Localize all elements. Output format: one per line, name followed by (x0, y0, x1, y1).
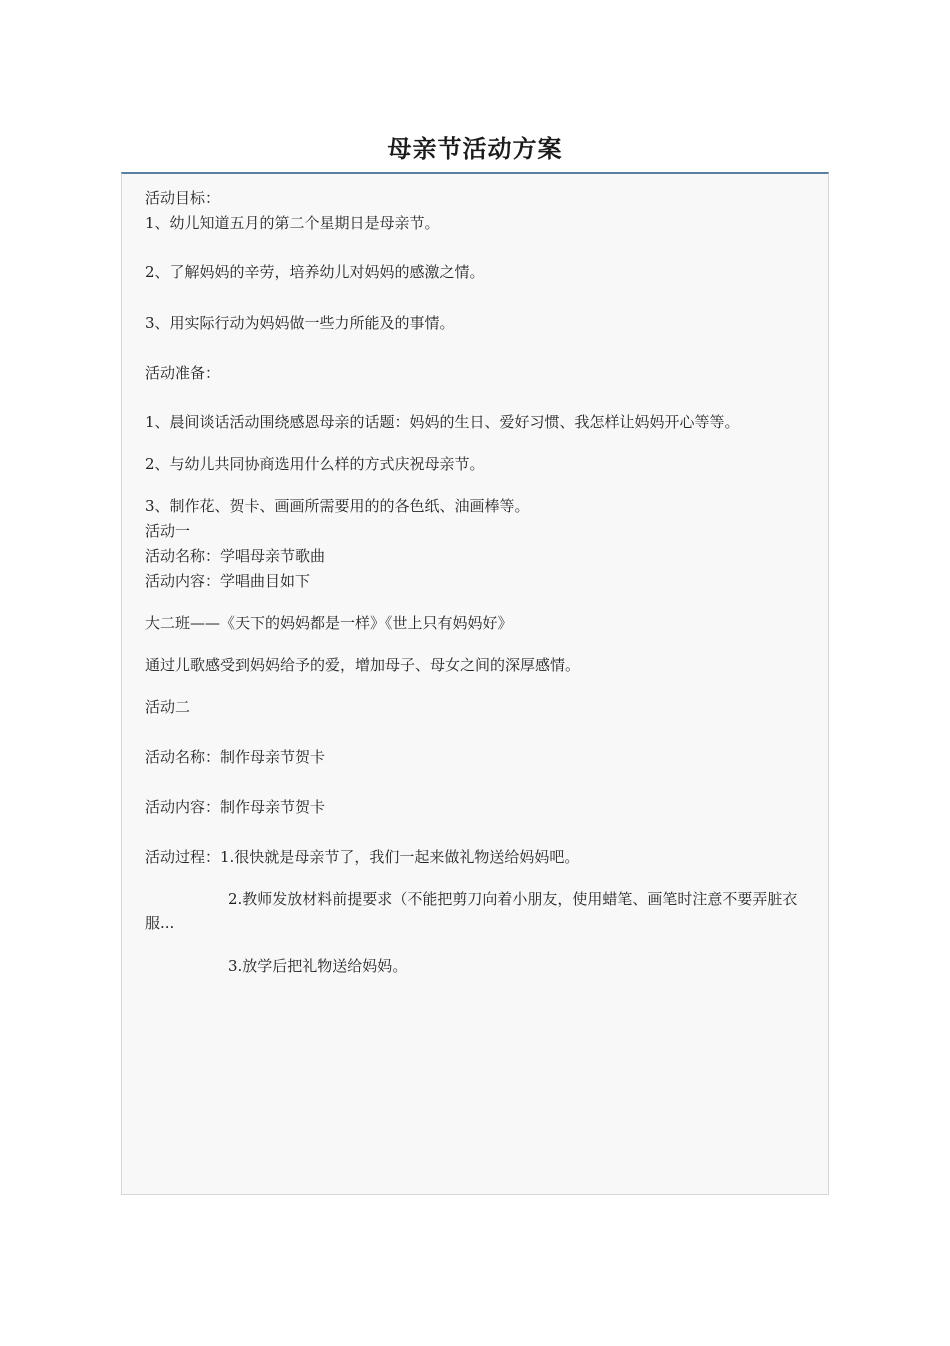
preparation-item-2: 2、与幼儿共同协商选用什么样的方式庆祝母亲节。 (145, 455, 485, 473)
section-heading-preparation: 活动准备： (145, 364, 221, 382)
activity-one-content: 活动内容：学唱曲目如下 (145, 572, 311, 590)
activity-two-process-step-3: 3.放学后把礼物送给妈妈。 (228, 957, 408, 975)
goal-item-3: 3、用实际行动为妈妈做一些力所能及的事情。 (145, 314, 455, 332)
goal-item-1: 1、幼儿知道五月的第二个星期日是母亲节。 (145, 214, 440, 232)
preparation-item-1: 1、晨间谈话活动围绕感恩母亲的话题：妈妈的生日、爱好习惯、我怎样让妈妈开心等等。 (145, 413, 740, 431)
activity-two-content: 活动内容：制作母亲节贺卡 (145, 798, 326, 816)
activity-two-name: 活动名称：制作母亲节贺卡 (145, 748, 326, 766)
preparation-item-3: 3、制作花、贺卡、画画所需要用的的各色纸、油画棒等。 (145, 497, 530, 515)
activity-one-songs: 大二班——《天下的妈妈都是一样》《世上只有妈妈好》 (145, 614, 513, 632)
goal-item-2: 2、了解妈妈的辛劳，培养幼儿对妈妈的感激之情。 (145, 263, 485, 281)
section-heading-goals: 活动目标： (145, 189, 221, 207)
activity-two-process-step-1: 活动过程：1.很快就是母亲节了，我们一起来做礼物送给妈妈吧。 (145, 848, 580, 866)
activity-two-process-step-2: 2.教师发放材料前提要求（不能把剪刀向着小朋友，使用蜡笔、画笔时注意不要弄脏衣服... (145, 890, 798, 932)
activity-one-name: 活动名称：学唱母亲节歌曲 (145, 547, 326, 565)
document-title: 母亲节活动方案 (387, 135, 563, 163)
activity-one-purpose: 通过儿歌感受到妈妈给予的爱，增加母子、母女之间的深厚感情。 (145, 656, 581, 674)
activity-one-heading: 活动一 (145, 522, 191, 540)
activity-two-heading: 活动二 (145, 698, 191, 716)
